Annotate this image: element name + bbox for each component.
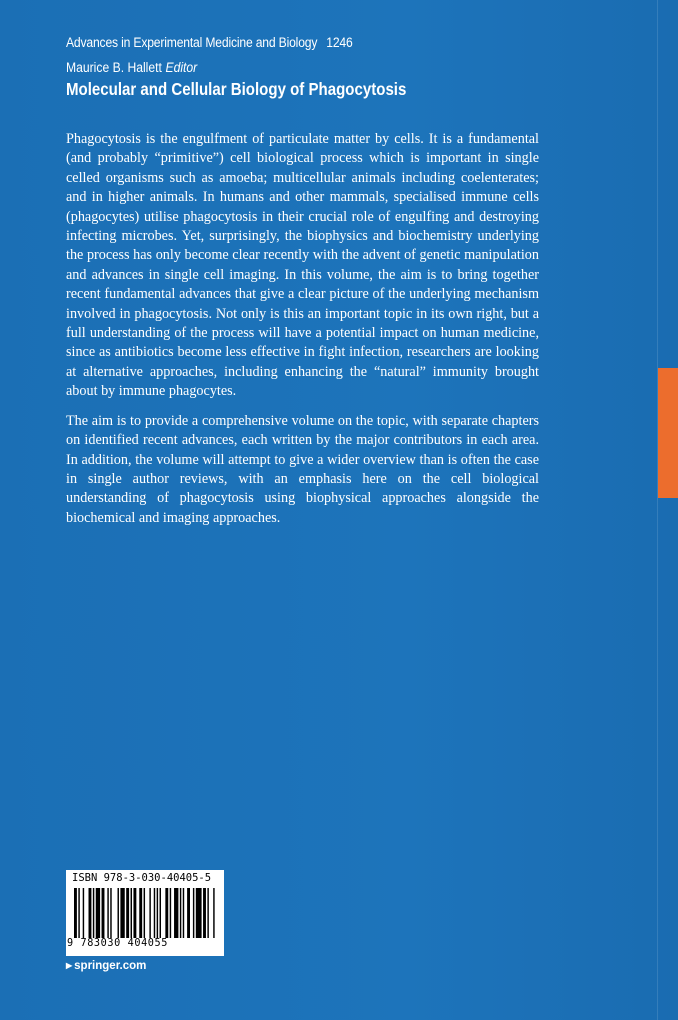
blurb-paragraph: Phagocytosis is the engulfment of particulate matter by cells. It is a fundamental (and probably “primitive”) cell biological process which is important in single celled organisms such as amoeba; multicellular animals including coelenterates; and in higher animals. In humans and other mammals, specialised immune cells (phagocytes) utilise phagocytosis in their crucial role of engulfing and destroying infecting microbes. Yet, surprisingly, the biophysics and biochemistry underlying the process has only become clear recently with the advent of genetic manipulation and advances in single cell imaging. In this volume, the aim is to bring together recent fundamental advances that give a clear picture of the underlying mechanism involved in phagocytosis. Not only is this an important topic in its own right, but a full understanding of the process will have a potential impact on human medicine, since as antibiotics become less effective in fight infection, researchers are looking at alternative approaches, including enhancing the “natural” immunity brought about by immune phagocytes. <box>66 131 539 400</box>
accent-tab <box>658 368 678 498</box>
editor-name: Maurice B. Hallett <box>66 60 162 75</box>
blurb-paragraph: The aim is to provide a comprehensive volume on the topic, with separate chapters on identified recent advances, each written by the major contributors in each area. In addition, the volume will attempt to give a wider overview than is often the case in single author reviews, with an emphasis here on the cell biological understanding of phagocytosis using biophysical approaches alongside the biochemical and imaging approaches. <box>66 412 539 526</box>
series-line <box>66 35 353 50</box>
isbn-label: ISBN 978-3-030-40405-5 <box>72 872 212 884</box>
series-name: Advances in Experimental Medicine and Biology <box>66 35 318 50</box>
barcode-box <box>66 870 224 956</box>
triangle-right-icon: ▶ <box>66 961 73 970</box>
website-url: springer.com <box>74 960 147 972</box>
book-title: Molecular and Cellular Biology of Phagocytosis <box>66 79 407 99</box>
volume-number: 1246 <box>326 35 353 50</box>
blurb <box>66 130 539 538</box>
website-link[interactable] <box>66 960 146 972</box>
editor-line <box>66 60 197 75</box>
spine-fold-line <box>657 0 658 1020</box>
barcode-bars <box>74 888 216 938</box>
barcode-digits: 9 783030 404055 <box>67 938 169 949</box>
editor-role: Editor <box>165 60 198 75</box>
